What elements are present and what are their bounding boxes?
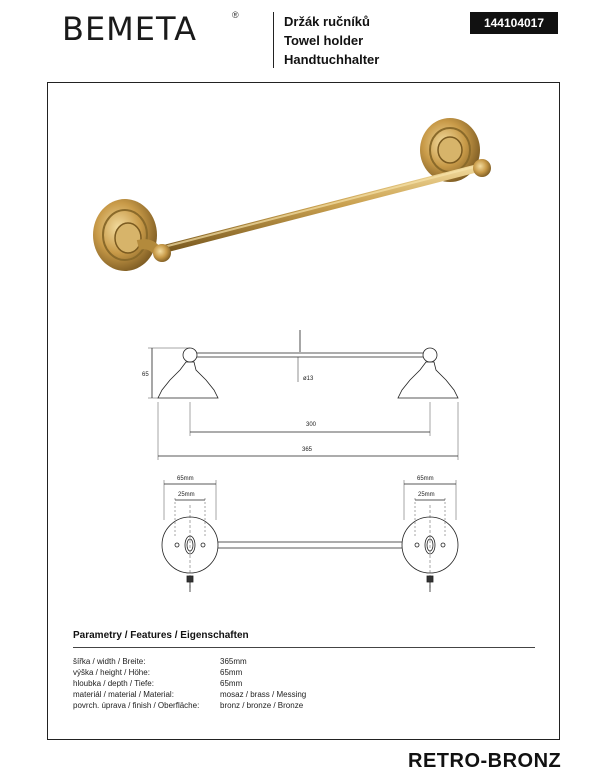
product-title-de: Handtuchhalter — [284, 52, 380, 67]
product-code-badge: 144104017 — [470, 12, 558, 34]
param-row-width — [73, 656, 306, 667]
param-label: výška / height / Höhe: — [73, 668, 150, 677]
header-divider — [273, 12, 274, 68]
brand-logo: BEMETA — [62, 10, 197, 48]
param-value: 65mm — [220, 679, 243, 688]
param-value: bronz / bronze / Bronze — [220, 701, 304, 710]
dim-left-flange-label: 65mm — [177, 476, 194, 482]
dim-height-label: 65 — [142, 372, 149, 378]
param-label: povrch. úprava / finish / Oberfläche: — [73, 701, 200, 710]
param-row-material — [73, 689, 306, 700]
parameters-table — [73, 656, 306, 711]
right-finial — [473, 159, 491, 177]
series-name: RETRO-BRONZ — [408, 750, 562, 772]
product-titles — [284, 12, 379, 69]
towel-bar — [160, 168, 478, 250]
dim-right-holes-label: 25mm — [418, 492, 435, 498]
param-row-height — [73, 667, 306, 678]
param-label: hloubka / depth / Tiefe: — [73, 679, 154, 688]
param-value: mosaz / brass / Messing — [220, 690, 307, 699]
param-row-finish — [73, 700, 306, 711]
left-finial — [153, 244, 171, 262]
technical-drawing — [140, 320, 460, 610]
param-value: 65mm — [220, 668, 243, 677]
product-title-en: Towel holder — [284, 33, 364, 48]
dim-right-flange-label: 65mm — [417, 476, 434, 482]
dim-diameter-label: ø13 — [303, 376, 314, 382]
param-value: 365mm — [220, 657, 247, 666]
param-row-depth — [73, 678, 306, 689]
product-title-cz: Držák ručníků — [284, 14, 370, 29]
dim-inner-length-label: 300 — [306, 422, 317, 428]
registered-mark: ® — [232, 10, 239, 20]
dim-left-holes-label: 25mm — [178, 492, 195, 498]
param-label: šířka / width / Breite: — [73, 657, 146, 666]
parameters-divider — [73, 647, 535, 648]
dim-total-length-label: 365 — [302, 447, 313, 453]
param-label: materiál / material / Material: — [73, 690, 174, 699]
product-photo — [90, 110, 500, 280]
parameters-title: Parametry / Features / Eigenschaften — [73, 630, 249, 641]
